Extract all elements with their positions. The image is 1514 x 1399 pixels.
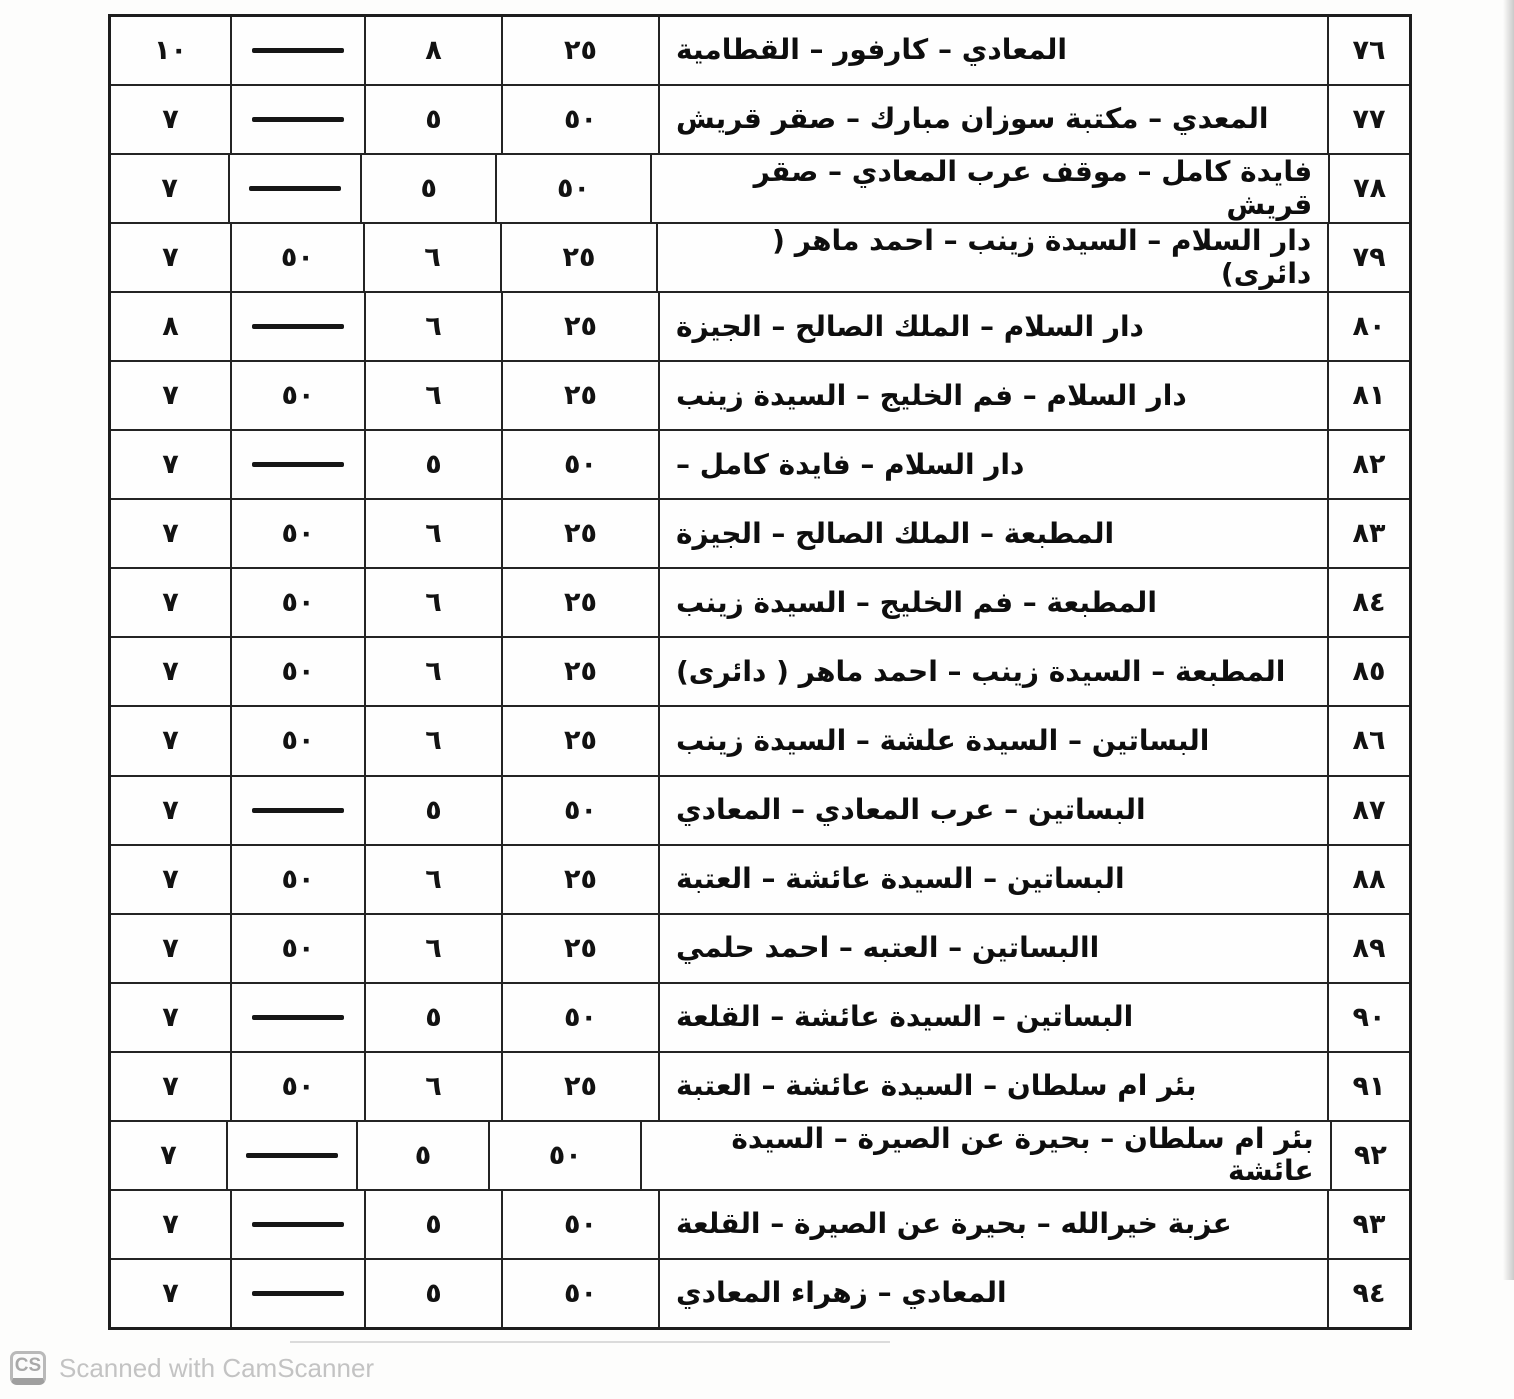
value-cell-c [232, 17, 366, 84]
no-value-dash [252, 1222, 344, 1227]
route-number-cell: ٩٤ [1352, 1277, 1386, 1309]
value-cell-a: ٥٠ [503, 1191, 660, 1258]
route-name-cell: البساتين – السيدة علشة – السيدة زينب [660, 707, 1329, 774]
value-cell-c: ٥٠ [232, 638, 366, 705]
route-name-cell: البساتين – السيدة عائشة – العتبة [660, 846, 1329, 913]
route-number-cell: ٨٨ [1352, 863, 1386, 895]
value-cell-c: ٥٠ [232, 500, 366, 567]
value-cell-b: ٥ [366, 86, 503, 153]
value-cell-b: ٦ [366, 915, 503, 982]
route-number-cell: ٩٢ [1353, 1139, 1387, 1171]
value-cell-c [228, 1122, 358, 1189]
scan-artifact-line [290, 1341, 890, 1343]
route-name-cell: االبساتين – العتبه – احمد حلمي [660, 915, 1329, 982]
no-value-dash [249, 186, 341, 191]
value-cell-a: ٢٥ [503, 915, 660, 982]
no-value-dash [252, 462, 344, 467]
value-cell-a: ٢٥ [503, 293, 660, 360]
value-cell-d: ٧ [111, 431, 232, 498]
route-number-cell: ٨٤ [1352, 587, 1386, 619]
route-number-cell: ٨٠ [1352, 311, 1386, 343]
scan-edge-shadow [1503, 0, 1514, 1280]
value-cell-c [232, 86, 366, 153]
value-cell-b: ٦ [366, 500, 503, 567]
route-name-cell: المطبعة – فم الخليج – السيدة زينب [660, 569, 1329, 636]
table-row [111, 429, 1409, 498]
value-cell-b: ٥ [366, 1191, 503, 1258]
value-cell-c: ٥٠ [232, 1053, 366, 1120]
route-name-cell: فايدة كامل – موقف عرب المعادي – صقر قريش [652, 155, 1330, 222]
value-cell-d: ٧ [111, 1260, 232, 1327]
no-value-dash [252, 1291, 344, 1296]
value-cell-c: ٥٠ [232, 224, 366, 291]
value-cell-c [232, 1191, 366, 1258]
value-cell-a: ٥٠ [503, 984, 660, 1051]
route-number-cell: ٨٦ [1352, 725, 1386, 757]
no-value-dash [246, 1153, 338, 1158]
value-cell-d: ١٠ [111, 17, 232, 84]
camscanner-watermark-text: Scanned with CamScanner [59, 1352, 375, 1383]
value-cell-a: ٥٠ [490, 1122, 642, 1189]
value-cell-d: ٧ [111, 638, 232, 705]
route-number-cell: ٩٠ [1352, 1001, 1386, 1033]
value-cell-d: ٧ [111, 500, 232, 567]
table-row [111, 1051, 1409, 1120]
no-value-dash [252, 324, 344, 329]
route-name-cell: البساتين – السيدة عائشة – القلعة [660, 984, 1329, 1051]
route-name-cell: دار السلام – فم الخليج – السيدة زينب [660, 362, 1329, 429]
route-name-cell: المعادي – كارفور – القطامية [660, 17, 1329, 84]
value-cell-d: ٧ [111, 915, 232, 982]
table-row [111, 844, 1409, 913]
camscanner-cs-icon: CS [10, 1351, 46, 1385]
value-cell-d: ٧ [111, 846, 232, 913]
table-row [111, 17, 1409, 84]
route-number-cell: ٨٢ [1352, 449, 1386, 481]
value-cell-b: ٥ [366, 431, 503, 498]
value-cell-d: ٧ [111, 777, 232, 844]
no-value-dash [252, 808, 344, 813]
value-cell-c: ٥٠ [232, 846, 366, 913]
route-name-cell: البساتين – عرب المعادي – المعادي [660, 777, 1329, 844]
value-cell-b: ٦ [366, 293, 503, 360]
routes-table [108, 14, 1412, 1330]
value-cell-d: ٧ [111, 1191, 232, 1258]
route-number-cell: ٨٥ [1352, 656, 1386, 688]
value-cell-a: ٢٥ [503, 638, 660, 705]
value-cell-c [232, 1260, 366, 1327]
route-number-cell: ٨٧ [1352, 794, 1386, 826]
value-cell-d: ٧ [111, 155, 230, 222]
route-name-cell: بئر ام سلطان – السيدة عائشة – العتبة [660, 1053, 1329, 1120]
value-cell-d: ٧ [111, 1122, 228, 1189]
route-number-cell: ٧٦ [1352, 35, 1386, 67]
table-row [111, 982, 1409, 1051]
route-number-cell: ٧٨ [1353, 173, 1387, 205]
route-number-cell: ٨٩ [1352, 932, 1386, 964]
value-cell-b: ٦ [366, 1053, 503, 1120]
route-name-cell: المعدي – مكتبة سوزان مبارك – صقر قريش [660, 86, 1329, 153]
value-cell-d: ٧ [111, 86, 232, 153]
table-row [111, 84, 1409, 153]
route-name-cell: بئر ام سلطان – بحيرة عن الصيرة – السيدة عائشة [642, 1122, 1331, 1189]
value-cell-b: ٥ [366, 777, 503, 844]
value-cell-c: ٥٠ [232, 362, 366, 429]
route-name-cell: دار السلام – السيدة زينب – احمد ماهر ( دائرى) [658, 224, 1329, 291]
value-cell-d: ٧ [111, 362, 232, 429]
route-number-cell: ٩١ [1352, 1070, 1386, 1102]
value-cell-b: ٥ [366, 1260, 503, 1327]
value-cell-c [232, 431, 366, 498]
route-name-cell: دار السلام – الملك الصالح – الجيزة [660, 293, 1329, 360]
table-row [111, 153, 1409, 222]
value-cell-b: ٨ [366, 17, 503, 84]
route-number-cell: ٨١ [1352, 380, 1386, 412]
table-row [111, 636, 1409, 705]
value-cell-b: ٦ [365, 224, 502, 291]
table-row [111, 705, 1409, 774]
value-cell-b: ٦ [366, 638, 503, 705]
route-number-cell: ٩٣ [1352, 1208, 1386, 1240]
value-cell-a: ٥٠ [503, 1260, 660, 1327]
no-value-dash [252, 1015, 344, 1020]
value-cell-c: ٥٠ [232, 569, 366, 636]
no-value-dash [252, 48, 344, 53]
no-value-dash [252, 117, 344, 122]
value-cell-a: ٢٥ [503, 846, 660, 913]
table-row [111, 1120, 1409, 1189]
route-name-cell: عزبة خيرالله – بحيرة عن الصيرة – القلعة [660, 1191, 1329, 1258]
value-cell-a: ٢٥ [503, 707, 660, 774]
route-number-cell: ٨٣ [1352, 518, 1386, 550]
table-row [111, 1258, 1409, 1327]
route-number-cell: ٧٧ [1352, 104, 1386, 136]
table-row [111, 498, 1409, 567]
value-cell-d: ٧ [111, 1053, 232, 1120]
value-cell-a: ٥٠ [503, 777, 660, 844]
value-cell-b: ٦ [366, 569, 503, 636]
route-number-cell: ٧٩ [1352, 242, 1386, 274]
table-row [111, 913, 1409, 982]
value-cell-a: ٢٥ [503, 17, 660, 84]
value-cell-a: ٥٠ [503, 86, 660, 153]
value-cell-b: ٥ [366, 984, 503, 1051]
route-name-cell: المطبعة – الملك الصالح – الجيزة [660, 500, 1329, 567]
route-name-cell: المطبعة – السيدة زينب – احمد ماهر ( دائرى) [660, 638, 1329, 705]
route-name-cell: دار السلام – فايدة كامل – [660, 431, 1329, 498]
value-cell-c [232, 777, 366, 844]
value-cell-c: ٥٠ [232, 707, 366, 774]
value-cell-a: ٥٠ [503, 431, 660, 498]
value-cell-b: ٥ [358, 1122, 491, 1189]
value-cell-c [232, 984, 366, 1051]
route-name-cell: المعادي – زهراء المعادي [660, 1260, 1329, 1327]
value-cell-b: ٦ [366, 707, 503, 774]
value-cell-a: ٢٥ [503, 362, 660, 429]
value-cell-b: ٦ [366, 846, 503, 913]
value-cell-a: ٥٠ [497, 155, 652, 222]
table-row [111, 291, 1409, 360]
value-cell-a: ٢٥ [503, 569, 660, 636]
value-cell-d: ٧ [111, 569, 232, 636]
table-row [111, 360, 1409, 429]
table-row [111, 1189, 1409, 1258]
value-cell-d: ٧ [111, 707, 232, 774]
value-cell-c: ٥٠ [232, 915, 366, 982]
value-cell-a: ٢٥ [503, 500, 660, 567]
value-cell-b: ٦ [366, 362, 503, 429]
value-cell-b: ٥ [362, 155, 497, 222]
value-cell-a: ٢٥ [502, 224, 658, 291]
value-cell-c [232, 293, 366, 360]
value-cell-d: ٨ [111, 293, 232, 360]
value-cell-a: ٢٥ [503, 1053, 660, 1120]
value-cell-c [230, 155, 362, 222]
table-row [111, 567, 1409, 636]
table-row [111, 775, 1409, 844]
camscanner-watermark [10, 1351, 374, 1385]
value-cell-d: ٧ [111, 224, 232, 291]
value-cell-d: ٧ [111, 984, 232, 1051]
table-row [111, 222, 1409, 291]
